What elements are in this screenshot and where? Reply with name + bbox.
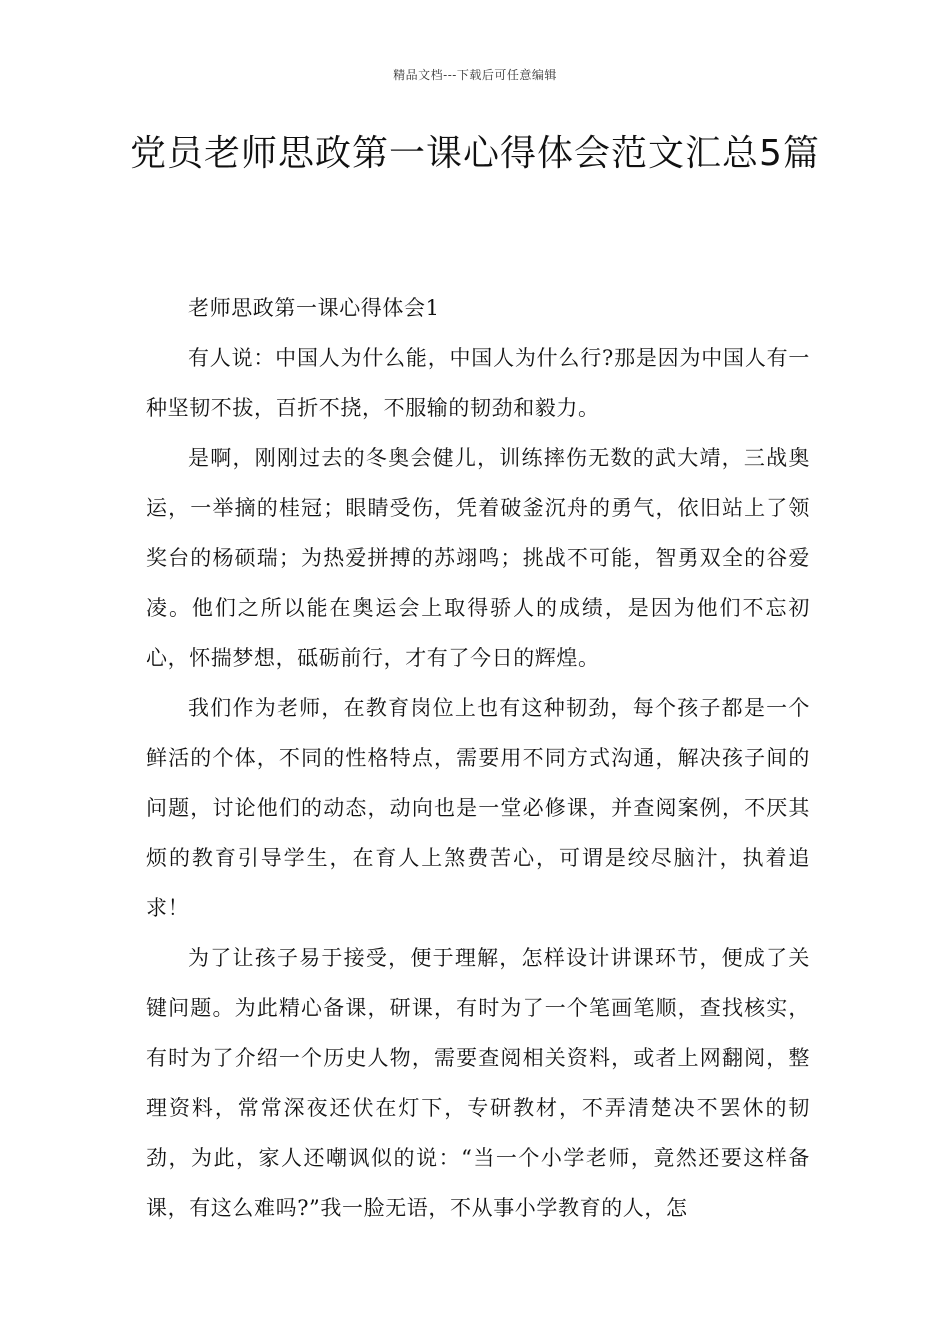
paragraph: 我们作为老师，在教育岗位上也有这种韧劲，每个孩子都是一个鲜活的个体，不同的性格特点，需要用不同方式沟通，解决孩子间的问题，讨论他们的动态，动向也是一堂必修课，并查阅案例，不厌其烦的教育引导学生，在育人上煞费苦心，可谓是绞尽脑汁，执着追求！ — [146, 696, 810, 920]
document-body — [146, 283, 810, 1233]
paragraph: 是啊，刚刚过去的冬奥会健儿，训练摔伤无数的武大靖，三战奥运，一举摘的桂冠；眼睛受伤，凭着破釜沉舟的勇气，依旧站上了领奖台的杨硕瑞；为热爱拼搏的苏翊鸣；挑战不可能，智勇双全的谷爱凌。他们之所以能在奥运会上取得骄人的成绩，是因为他们不忘初心，怀揣梦想，砥砺前行，才有了今日的辉煌。 — [146, 446, 810, 670]
paragraph: 为了让孩子易于接受，便于理解，怎样设计讲课环节，便成了关键问题。为此精心备课，研课，有时为了一个笔画笔顺，查找核实，有时为了介绍一个历史人物，需要查阅相关资料，或者上网翻阅，整理资料，常常深夜还伏在灯下，专研教材，不弄清楚决不罢休的韧劲，为此，家人还嘲讽似的说：“当一个小学老师，竟然还要这样备课，有这么难吗?”我一脸无语，不从事小学教育的人，怎 — [146, 946, 810, 1220]
paragraph: 有人说：中国人为什么能，中国人为什么行?那是因为中国人有一种坚韧不拔，百折不挠，不服输的韧劲和毅力。 — [146, 346, 810, 420]
header-note: 精品文档---下载后可任意编辑 — [393, 68, 557, 82]
section-heading: 老师思政第一课心得体会1 — [188, 296, 440, 320]
document-title: 党员老师思政第一课心得体会范文汇总5篇 — [130, 133, 820, 174]
